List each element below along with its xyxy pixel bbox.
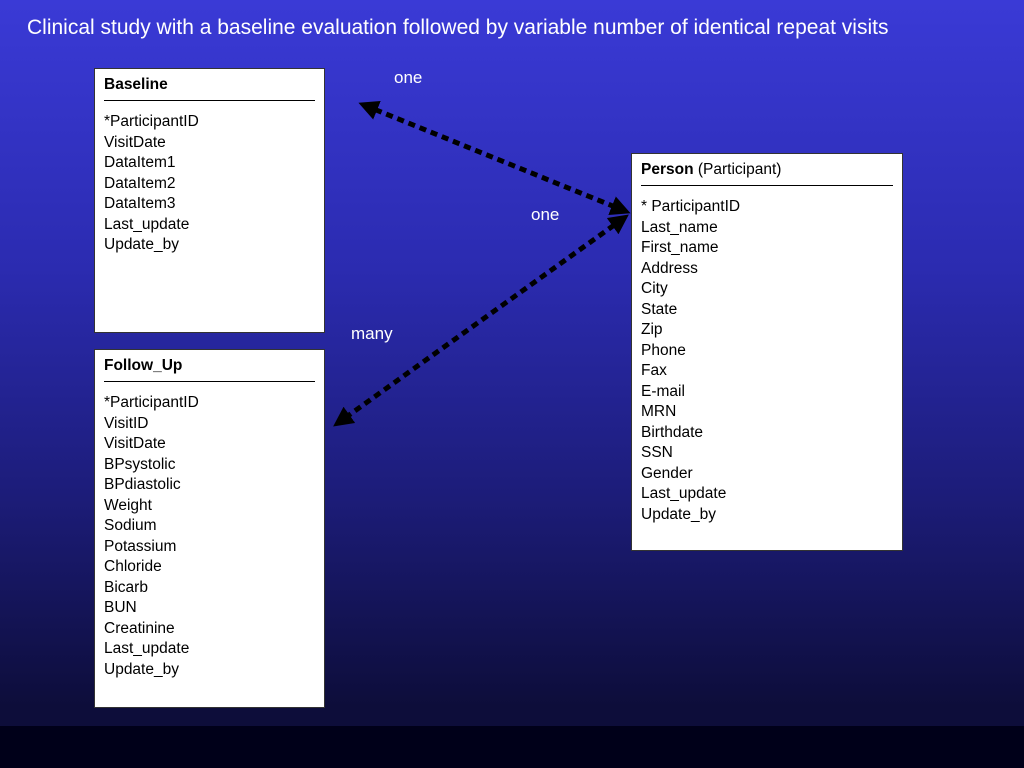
entity-field: * ParticipantID bbox=[641, 198, 741, 215]
entity-field: *ParticipantID bbox=[104, 394, 199, 411]
entity-field: Gender bbox=[641, 464, 693, 482]
entity-field: Last_name bbox=[641, 218, 718, 236]
entity-follow-up bbox=[94, 349, 325, 708]
entity-person bbox=[631, 153, 903, 551]
entity-field: Bicarb bbox=[104, 578, 148, 596]
relationship-label-followup-many: many bbox=[351, 324, 393, 343]
entity-field: MRN bbox=[641, 403, 677, 420]
slide-title: Clinical study with a baseline evaluation followed by variable number of identical repeat visits bbox=[27, 16, 889, 39]
entity-field: Birthdate bbox=[641, 423, 704, 441]
entity-field: VisitDate bbox=[104, 435, 166, 452]
entity-field: Creatinine bbox=[104, 619, 175, 637]
entity-field: *ParticipantID bbox=[104, 113, 199, 130]
entity-qualifier: (Participant) bbox=[697, 161, 782, 178]
entity-field-list bbox=[104, 112, 315, 256]
entity-field: Fax bbox=[641, 362, 667, 379]
entity-field: Update_by bbox=[104, 236, 179, 253]
entity-name: Person bbox=[641, 161, 694, 178]
entity-field: Weight bbox=[104, 496, 152, 514]
entity-field: DataItem1 bbox=[104, 154, 176, 171]
entity-header bbox=[641, 160, 893, 186]
entity-field: Last_update bbox=[104, 215, 190, 233]
entity-field: Sodium bbox=[104, 517, 157, 534]
entity-field-list bbox=[641, 197, 893, 525]
entity-field: SSN bbox=[641, 444, 673, 461]
entity-field: Zip bbox=[641, 321, 663, 338]
entity-field: First_name bbox=[641, 239, 719, 256]
entity-field: State bbox=[641, 300, 678, 318]
entity-field: Address bbox=[641, 259, 698, 277]
entity-name: Baseline bbox=[104, 76, 168, 93]
entity-field: Chloride bbox=[104, 558, 162, 575]
entity-name: Follow_Up bbox=[104, 357, 183, 374]
entity-header bbox=[104, 75, 315, 101]
entity-field: DataItem2 bbox=[104, 174, 176, 192]
entity-header bbox=[104, 356, 315, 382]
relationship-label-baseline-one: one bbox=[394, 68, 423, 87]
connector-baseline-person bbox=[364, 105, 625, 211]
entity-field: City bbox=[641, 280, 668, 297]
entity-field: Update_by bbox=[641, 505, 716, 523]
entity-field-list bbox=[104, 393, 315, 680]
entity-field: Potassium bbox=[104, 537, 177, 555]
entity-field: E-mail bbox=[641, 382, 685, 400]
entity-field: Update_by bbox=[104, 660, 179, 678]
relationship-label-person-one: one bbox=[531, 205, 560, 224]
entity-field: VisitDate bbox=[104, 133, 166, 151]
entity-field: VisitID bbox=[104, 414, 149, 432]
entity-baseline bbox=[94, 68, 325, 333]
connector-followup-person bbox=[338, 218, 624, 423]
entity-field: BUN bbox=[104, 599, 137, 616]
entity-field: BPsystolic bbox=[104, 455, 176, 473]
entity-field: Phone bbox=[641, 341, 686, 359]
entity-field: Last_update bbox=[641, 485, 727, 502]
entity-field: Last_update bbox=[104, 640, 190, 657]
entity-field: BPdiastolic bbox=[104, 476, 181, 493]
entity-field: DataItem3 bbox=[104, 195, 176, 212]
